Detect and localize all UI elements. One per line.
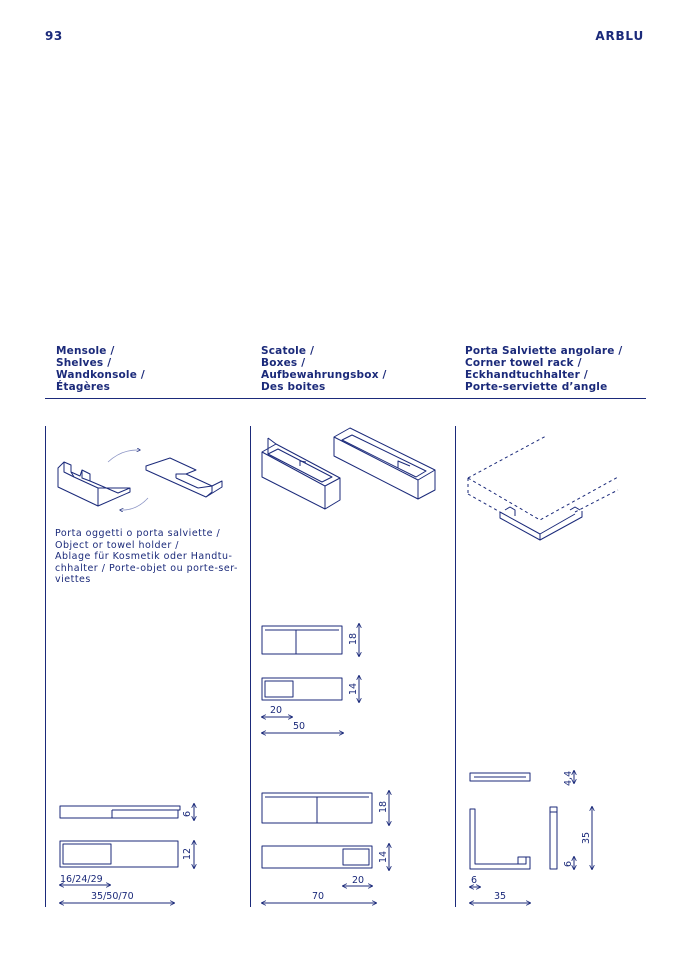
heading-line: Des boites xyxy=(261,381,326,393)
dim-label-shelf-h-bottom: 12 xyxy=(182,847,193,860)
corner-rack-side-view xyxy=(550,807,557,869)
box-50-top-view xyxy=(262,678,342,700)
heading-line: Mensole / xyxy=(56,345,115,357)
heading-line: Boxes / xyxy=(261,357,306,369)
shelf-side-view xyxy=(60,806,180,818)
rotation-arrows xyxy=(108,450,148,510)
dim-label-shelf-width-b: 35/50/70 xyxy=(91,891,134,902)
dim-label-box50-width: 50 xyxy=(293,721,306,732)
box-70-top-view xyxy=(262,846,372,868)
heading-line: Porta Salviette angolare / xyxy=(465,345,623,357)
shelf-isometric-right xyxy=(146,458,222,497)
box-isometric-large xyxy=(334,428,435,499)
dim-label-box50-h-top: 18 xyxy=(348,632,359,645)
corner-rack-isometric xyxy=(468,436,618,540)
heading-line: Wandkonsole / xyxy=(56,369,145,381)
description-line: chhalter / Porte-objet ou porte-ser- xyxy=(55,562,238,574)
dim-label-corner-thickness: 4,4 xyxy=(563,770,574,786)
description-line: viettes xyxy=(55,574,91,585)
heading-line: Shelves / xyxy=(56,357,112,369)
corner-rack-plan-view xyxy=(470,809,530,869)
dim-label-corner-small-w: 6 xyxy=(471,875,478,886)
shelf-top-view xyxy=(60,841,178,867)
description-line: Porta oggetti o porta salviette / xyxy=(55,528,221,539)
description-line: Object or towel holder / xyxy=(55,539,179,551)
dim-label-box70-h-bottom: 14 xyxy=(378,850,389,863)
heading-line: Étagères xyxy=(56,381,111,393)
brand-name: ARBLU xyxy=(595,29,644,43)
heading-line: Eckhandtuchhalter / xyxy=(465,369,588,381)
dim-label-corner-height: 35 xyxy=(581,831,592,844)
heading-line: Scatole / xyxy=(261,345,315,357)
heading-line: Porte-serviette d’angle xyxy=(465,381,608,393)
shelf-isometric-left xyxy=(58,462,130,506)
dim-label-box70-h-top: 18 xyxy=(378,800,389,813)
dim-label-corner-small-h: 6 xyxy=(563,860,574,867)
heading-line: Aufbewahrungsbox / xyxy=(261,369,387,381)
heading-line: Corner towel rack / xyxy=(465,357,582,369)
dim-label-box70-width: 70 xyxy=(312,891,325,902)
dim-label-shelf-h-top: 6 xyxy=(182,810,193,817)
dim-label-box50-h-bottom: 14 xyxy=(348,682,359,695)
box-isometric-small xyxy=(262,438,340,509)
dim-label-box70-inner: 20 xyxy=(352,875,365,886)
box-50-front-view xyxy=(262,626,342,654)
dim-label-box50-inner: 20 xyxy=(270,705,283,716)
description-line: Ablage für Kosmetik oder Handtu- xyxy=(55,551,233,562)
page-number: 93 xyxy=(45,29,63,43)
box-70-front-view xyxy=(262,793,372,823)
dim-label-corner-width: 35 xyxy=(494,891,507,902)
dim-label-shelf-width-a: 16/24/29 xyxy=(60,874,103,885)
corner-rack-thickness-view xyxy=(470,773,530,781)
